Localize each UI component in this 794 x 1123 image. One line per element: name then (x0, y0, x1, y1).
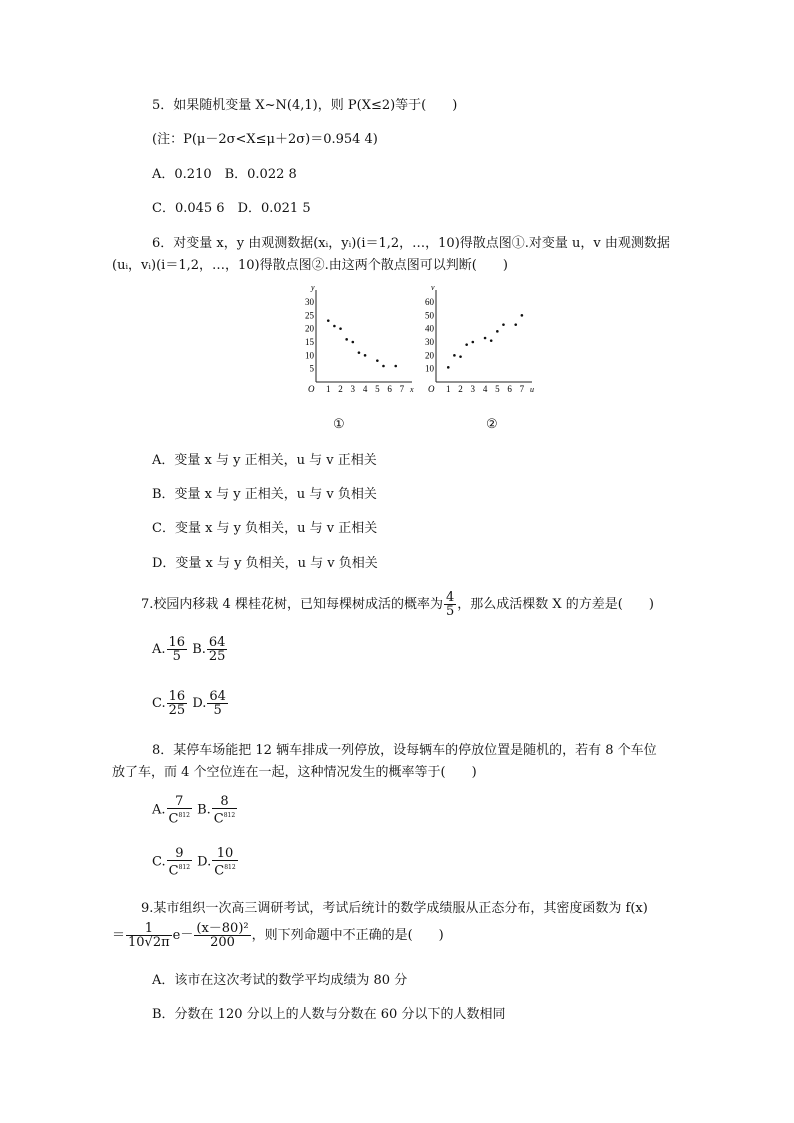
data-point (502, 323, 505, 326)
q8-opt-a-label: A. (152, 802, 166, 818)
x-tick-label: 6 (507, 384, 512, 394)
q9-eq-exp-frac (194, 922, 250, 949)
origin-label: O (308, 384, 315, 394)
q8-opt-a-den: $C^{812}$ (168, 811, 190, 827)
q7-stem-after: ，那么成活棵数 X 的方差是( ) (457, 597, 654, 612)
q7-opt-c-num: 16 (168, 689, 186, 704)
q9-eq-exp-den: 200 (210, 935, 235, 950)
data-point (333, 325, 336, 328)
q8-opt-b-frac (212, 795, 237, 825)
q5-note: (注：P(μ－2σ<X≤μ＋2σ)＝0.954 4) (152, 132, 378, 147)
data-point (496, 330, 499, 333)
x-tick-label: 7 (519, 384, 525, 394)
q9-eq-e: e (172, 928, 181, 943)
q7-opt-c-den: 25 (168, 703, 186, 718)
q7-stem-before: 7.校园内移栽 4 棵桂花树，已知每棵树成活的概率为 (141, 597, 443, 612)
q8-options-ab (152, 795, 238, 825)
data-point (394, 365, 397, 368)
data-point (472, 341, 475, 344)
q7-opt-b-frac (207, 636, 228, 663)
x-tick-label: 5 (495, 384, 500, 394)
q7-options-ab (152, 636, 228, 663)
q8-opt-c-den: $C^{812}$ (168, 863, 191, 879)
q8-stem-line2: 放了车，而 4 个空位连在一起，这种情况发生的概率等于( ) (112, 765, 477, 780)
q8-options-cd (152, 847, 239, 877)
q8-opt-c-frac (167, 847, 192, 877)
y-tick-label: 30 (305, 297, 314, 307)
data-point (358, 351, 361, 354)
x-tick-label: 1 (446, 384, 451, 394)
q8-opt-b-label: B. (197, 802, 211, 818)
q9-stem-line1: 9.某市组织一次高三调研考试，考试后统计的数学成绩服从正态分布，其密度函数为 f(x) (141, 901, 648, 916)
q8-opt-d-frac (212, 847, 237, 877)
q9-option-a: A．该市在这次考试的数学平均成绩为 80 分 (152, 973, 408, 988)
fig2-label: ② (486, 417, 498, 432)
x-tick-label: 2 (458, 384, 463, 394)
q7-opt-d-num: 64 (209, 689, 226, 704)
q9-option-b: B．分数在 120 分以上的人数与分数在 60 分以下的人数相同 (152, 1007, 506, 1022)
q7-stem-fraction (444, 591, 456, 618)
q5-options-ab: A．0.210 B．0.022 8 (152, 167, 297, 182)
x-axis-label: x (410, 385, 414, 394)
q8-opt-b-den: $C^{812}$ (213, 811, 236, 827)
q7-frac-num: 4 (445, 590, 455, 605)
x-tick-label: 4 (482, 384, 488, 394)
data-point (327, 319, 330, 322)
q8-stem-line1: 8．某停车场能把 12 辆车排成一列停放，设每辆车的停放位置是随机的，若有 8 个车位 (152, 743, 657, 758)
x-tick-label: 3 (470, 384, 476, 394)
q8-opt-a-frac (167, 795, 192, 825)
data-point (339, 327, 342, 330)
scatter-plot-2 (420, 285, 540, 395)
x-tick-label: 2 (338, 384, 343, 394)
x-tick-label: 4 (362, 384, 368, 394)
fig1-label: ① (333, 417, 345, 432)
q9-eq-exp-num: (x－80)² (196, 921, 249, 936)
data-point (465, 343, 468, 346)
q7-opt-b-num: 64 (208, 635, 226, 650)
y-axis-label: y (311, 283, 315, 292)
q8-opt-a-num: 7 (167, 795, 192, 809)
q6-option-a: A．变量 x 与 y 正相关，u 与 v 正相关 (152, 453, 377, 468)
q7-frac-den: 5 (445, 604, 455, 619)
y-tick-label: 15 (305, 337, 314, 347)
q6-stem-line2: (uᵢ，vᵢ)(i＝1,2，…，10)得散点图②.由这两个散点图可以判断( ) (112, 258, 508, 273)
q7-opt-b-den: 25 (208, 649, 226, 664)
q9-eq-frac-den: 10√2π (128, 935, 170, 950)
data-point (490, 339, 493, 342)
y-tick-label: 20 (305, 323, 314, 334)
x-tick-label: 3 (350, 384, 356, 394)
data-point (514, 323, 517, 326)
q5-options-cd: C．0.045 6 D．0.021 5 (152, 201, 311, 216)
q7-opt-a-den: 5 (172, 649, 181, 664)
q8-opt-d-den: $C^{812}$ (214, 863, 236, 879)
data-point (453, 354, 456, 357)
data-point (484, 337, 487, 340)
y-tick-label: 5 (309, 363, 314, 374)
q9-eq-frac (126, 922, 172, 949)
q6-stem-line1: 6．对变量 x，y 由观测数据(xᵢ，yᵢ)(i＝1,2，…，10)得散点图①.对变量 u，v 由观测数据 (152, 236, 670, 251)
data-point (382, 365, 385, 368)
data-point (521, 314, 524, 317)
y-axis-label: v (431, 283, 435, 292)
q7-opt-a-num: 16 (168, 635, 186, 650)
x-tick-label: 1 (326, 384, 331, 394)
q8-opt-d-num: 10 (212, 847, 237, 861)
q8-opt-d-label: D. (197, 854, 212, 870)
y-tick-label: 25 (305, 310, 314, 321)
x-tick-label: 6 (387, 384, 392, 394)
data-point (352, 341, 355, 344)
q5-stem: 5．如果随机变量 X~N(4,1)，则 P(X≤2)等于( ) (152, 98, 458, 113)
q9-eq-frac-num: 1 (126, 922, 172, 936)
q6-option-b: B．变量 x 与 y 正相关，u 与 v 负相关 (152, 487, 377, 502)
q6-option-d: D．变量 x 与 y 负相关，u 与 v 负相关 (152, 556, 378, 571)
q8-opt-c-label: C. (152, 854, 166, 870)
y-tick-label: 50 (425, 310, 434, 321)
data-point (459, 355, 462, 358)
q9-stem-after: ，则下列命题中不正确的是( ) (251, 928, 444, 943)
q7-opt-d-den: 5 (213, 703, 222, 718)
q6-option-c: C．变量 x 与 y 负相关，u 与 v 正相关 (152, 521, 378, 536)
y-tick-label: 10 (425, 363, 434, 374)
y-tick-label: 20 (425, 350, 434, 361)
x-tick-label: 7 (399, 384, 405, 394)
q8-opt-c-num: 9 (167, 847, 192, 861)
x-tick-label: 5 (375, 384, 380, 394)
y-tick-label: 60 (425, 297, 434, 307)
y-tick-label: 40 (425, 323, 434, 334)
q9-equation: ＝ $\frac{1}{10√2\pi}$ e－ $\frac{\text{(x－80)²}}{200}$ ，则下列命题中不正确的是( ) (112, 921, 444, 950)
data-point (376, 359, 379, 362)
y-tick-label: 30 (425, 337, 434, 347)
origin-label: O (428, 384, 435, 394)
q7-opt-d-label: D. (192, 696, 207, 711)
q7-opt-b-label: B. (192, 642, 206, 657)
q7-options-cd (152, 690, 229, 717)
q7-opt-d-frac (207, 690, 228, 717)
q7-opt-a-label: A. (152, 642, 166, 657)
data-point (447, 366, 450, 369)
q7-opt-c-label: C. (152, 696, 166, 711)
q8-opt-b-num: 8 (212, 795, 237, 809)
data-point (345, 338, 348, 341)
x-axis-label: u (530, 385, 534, 394)
y-tick-label: 10 (305, 350, 314, 361)
q7-opt-c-frac (167, 690, 188, 717)
q7-stem (141, 591, 654, 618)
q7-opt-a-frac (167, 636, 188, 663)
q9-eq-prefix: ＝ (112, 928, 126, 943)
data-point (364, 354, 367, 357)
scatter-plot-1 (300, 285, 420, 395)
